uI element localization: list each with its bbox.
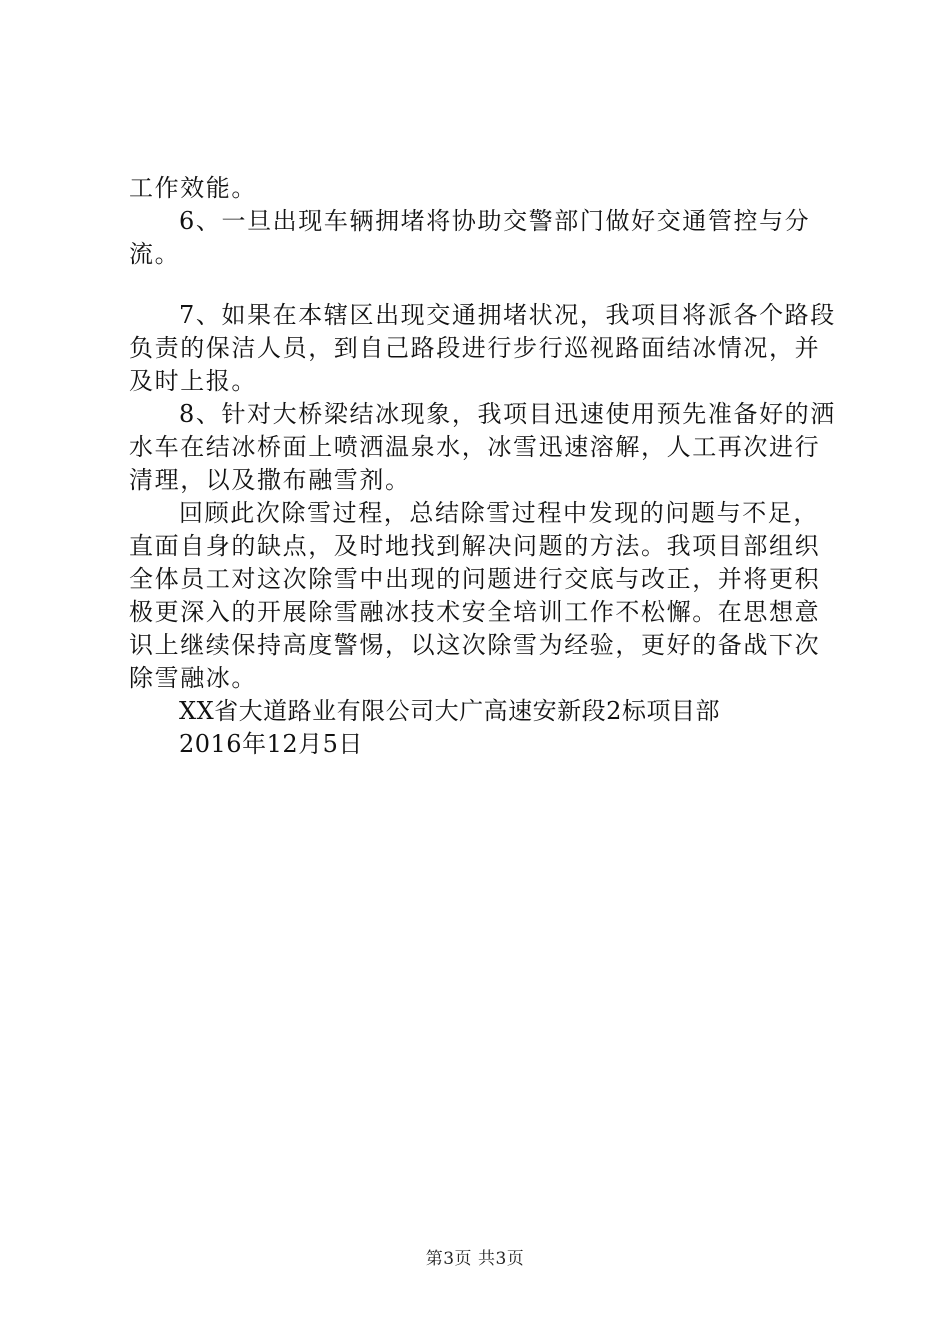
- item-7-paragraph: [129, 299, 849, 398]
- item-7-line: 及时上报。: [129, 367, 257, 395]
- item-8-line: 8、针对大桥梁结冰现象，我项目迅速使用预先准备好的洒: [179, 400, 836, 428]
- review-paragraph: [129, 497, 849, 695]
- signature-organization: XX省大道路业有限公司大广高速安新段2标项目部: [179, 697, 720, 725]
- document-body: [129, 172, 849, 761]
- review-line: 识上继续保持高度警惕，以这次除雪为经验，更好的备战下次: [129, 631, 821, 659]
- review-line: 全体员工对这次除雪中出现的问题进行交底与改正，并将更积: [129, 565, 821, 593]
- signature-date: 2016年12月5日: [179, 730, 363, 758]
- item-6-paragraph: 6、一旦出现车辆拥堵将协助交警部门做好交通管控与分流。: [129, 207, 811, 268]
- review-line: 直面自身的缺点，及时地找到解决问题的方法。我项目部组织: [129, 532, 821, 560]
- item-8-paragraph: [129, 398, 849, 497]
- item-7-line: 7、如果在本辖区出现交通拥堵状况，我项目将派各个路段: [179, 301, 836, 329]
- item-7-line: 负责的保洁人员，到自己路段进行步行巡视路面结冰情况，并: [129, 334, 821, 362]
- continuation-text: 工作效能。: [129, 174, 257, 202]
- review-line: 除雪融冰。: [129, 664, 257, 692]
- item-8-line: 水车在结冰桥面上喷洒温泉水，冰雪迅速溶解，人工再次进行: [129, 433, 821, 461]
- page-number-footer: 第3页 共3页: [425, 1249, 525, 1269]
- review-line: 极更深入的开展除雪融冰技术安全培训工作不松懈。在思想意: [129, 598, 821, 626]
- review-line: 回顾此次除雪过程，总结除雪过程中发现的问题与不足，: [179, 499, 819, 527]
- item-8-line: 清理，以及撒布融雪剂。: [129, 466, 411, 494]
